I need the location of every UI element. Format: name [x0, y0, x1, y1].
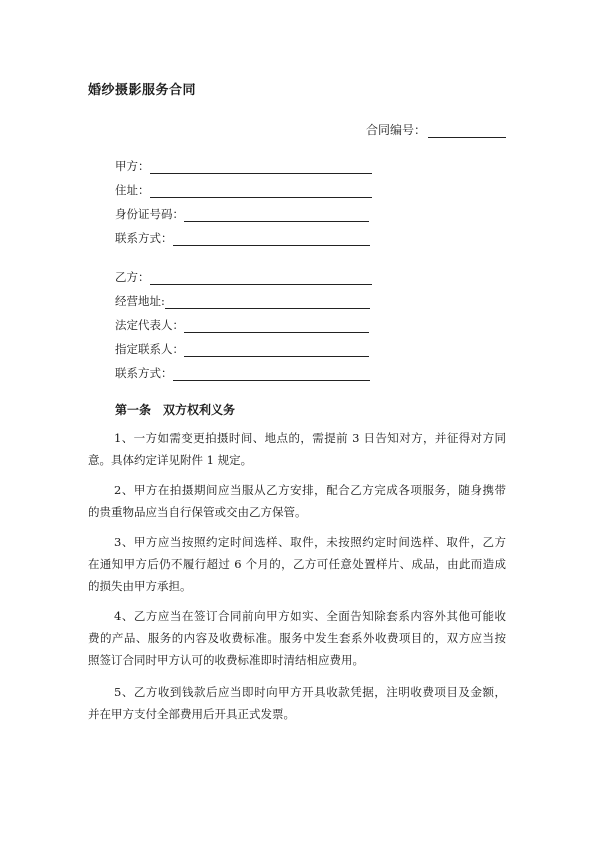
clause-line: 的贵重物品应当自行保管或交由乙方保管。	[88, 505, 307, 519]
party-b-designated-contact-field	[115, 341, 369, 357]
party-b-business-address-label: 经营地址:	[115, 294, 165, 308]
clause-line: 1、一方如需变更拍摄时间、地点的，需提前 3 日告知对方，并征得对方同	[114, 431, 506, 445]
clause-line: 5、乙方收到钱款后应当即时向甲方开具收款凭据，注明收费项目及金额，	[114, 685, 506, 699]
party-a-contact-label: 联系方式：	[115, 231, 173, 245]
clause-line: 在通知甲方后仍不履行超过 6 个月的，乙方可任意处置样片、成品，由此而造成	[88, 557, 506, 571]
clause-line: 3、甲方应当按照约定时间选样、取件，未按照约定时间选样、取件，乙方	[114, 535, 506, 549]
party-a-id-field	[115, 206, 369, 222]
clause-line: 意。具体约定详见附件 1 规定。	[88, 453, 253, 467]
party-b-legal-rep-label: 法定代表人：	[115, 318, 184, 332]
clause-line: 4、乙方应当在签订合同前向甲方如实、全面告知除套系内容外其他可能收	[114, 609, 506, 623]
clause-line: 照签订合同时甲方认可的收费标准即时清结相应费用。	[88, 653, 364, 667]
party-b-contact-label: 联系方式：	[115, 366, 173, 380]
party-a-contact-field	[115, 230, 370, 246]
party-b-contact-blank	[173, 367, 370, 381]
party-b-business-address-field	[115, 293, 370, 309]
party-a-address-blank	[150, 184, 372, 198]
party-a-contact-blank	[173, 232, 370, 246]
party-b-legal-rep-field	[115, 317, 369, 333]
contract-number-field	[366, 121, 506, 138]
party-a-id-label: 身份证号码：	[115, 207, 184, 221]
party-a-address-field	[115, 182, 372, 198]
clause-line: 并在甲方支付全部费用后开具正式发票。	[88, 707, 295, 721]
party-a-name-field	[115, 158, 372, 174]
party-a-name-blank	[150, 160, 372, 174]
party-b-legal-rep-blank	[184, 319, 369, 333]
contract-number-blank	[428, 124, 506, 138]
party-a-id-blank	[184, 208, 369, 222]
article-1-heading: 第一条 双方权利义务	[115, 403, 236, 417]
clause-3	[88, 531, 506, 597]
party-b-business-address-blank	[165, 295, 370, 309]
party-b-contact-field	[115, 365, 370, 381]
party-a-address-label: 住址：	[115, 183, 150, 197]
document-title: 婚纱摄影服务合同	[88, 83, 197, 98]
clause-5	[88, 681, 506, 725]
party-b-designated-contact-label: 指定联系人：	[115, 342, 184, 356]
party-b-name-field	[115, 269, 372, 285]
party-b-designated-contact-blank	[184, 343, 369, 357]
clause-line: 2、甲方在拍摄期间应当服从乙方安排，配合乙方完成各项服务，随身携带	[114, 483, 506, 497]
clause-1	[88, 427, 506, 471]
party-b-name-blank	[150, 271, 372, 285]
party-b-name-label: 乙方：	[115, 270, 150, 284]
clause-line: 费的产品、服务的内容及收费标准。服务中发生套系外收费项目的，双方应当按	[88, 631, 506, 645]
party-a-name-label: 甲方：	[115, 159, 150, 173]
clause-4	[88, 605, 506, 671]
contract-number-label: 合同编号：	[366, 123, 427, 137]
clause-line: 的损失由甲方承担。	[88, 579, 192, 593]
clause-2	[88, 479, 506, 523]
